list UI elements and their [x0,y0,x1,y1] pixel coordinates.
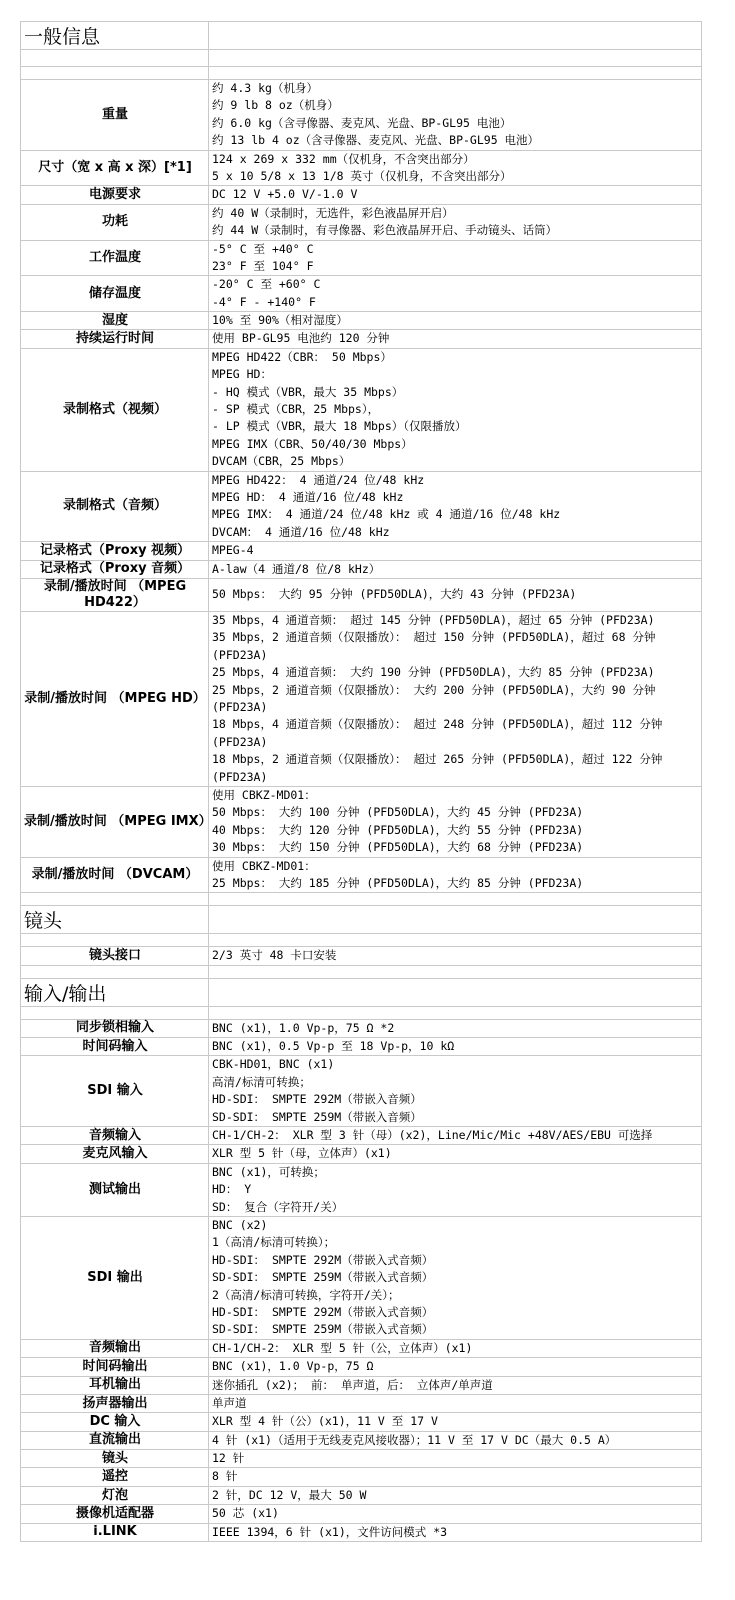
spec-value-line: 12 针 [212,1451,245,1466]
spec-value [209,1056,702,1127]
spec-value [209,1376,702,1394]
spec-row [21,1145,702,1163]
spec-value [209,1127,702,1145]
spec-label: 录制/播放时间 （MPEG HD） [21,611,209,786]
spec-value-line: 2/3 英寸 48 卡口安装 [212,948,337,963]
spec-table [20,21,702,1542]
spec-row [21,1413,702,1431]
spec-value-line: 约 13 lb 4 oz（含寻像器、麦克风、光盘、BP-GL95 电池） [212,133,540,148]
spec-row [21,1431,702,1449]
spec-row [21,1486,702,1504]
spec-value-line: 124 x 269 x 332 mm（仅机身，不含突出部分） [212,151,475,166]
spec-value-line: 约 4.3 kg（机身） [212,81,318,95]
spec-value-line: 30 Mbps： 大约 150 分钟 (PFD50DLA)，大约 68 分钟 (PFD23A) [212,840,584,855]
spec-value [209,150,702,186]
spec-row [21,1394,702,1412]
spec-value [209,578,702,611]
spec-label: 镜头 [21,1450,209,1468]
spec-value-line: 10% 至 90%（相对湿度） [212,313,348,328]
spec-value-line: HD-SDI： SMPTE 292M（带嵌入音频） [212,1092,422,1107]
spec-value-line: 50 Mbps： 大约 100 分钟 (PFD50DLA)，大约 45 分钟 (PFD23A) [212,805,584,820]
spec-value-line: 25 Mbps，4 通道音频： 大约 190 分钟 (PFD50DLA)，大约 85 分钟 (PFD23A) [212,665,655,680]
spec-row [21,1450,702,1468]
spec-label: 电源要求 [21,186,209,204]
spec-value-line: - LP 模式（VBR，最大 18 Mbps）（仅限播放） [212,419,467,434]
spec-value-line: 8 针 [212,1469,238,1484]
spec-value [209,1413,702,1431]
spec-value-line: 约 9 lb 8 oz（机身） [212,98,339,113]
spec-value-line: -4° F - +140° F [212,294,316,309]
spec-value-line: XLR 型 4 针（公）(x1)，11 V 至 17 V [212,1414,438,1429]
spec-value [209,1358,702,1376]
spec-value-line: 约 40 W（录制时，无选件，彩色液晶屏开启） [212,205,454,220]
spec-value [209,80,702,151]
spec-label: 镜头接口 [21,947,209,965]
spec-value-line: 18 Mbps，4 通道音频（仅限播放）： 超过 248 分钟 (PFD50DLA)，超过 112 分钟 (PFD23A) [212,717,663,749]
spec-value [209,1486,702,1504]
spec-value-line: 使用 BP-GL95 电池约 120 分钟 [212,331,390,346]
spec-row [21,204,702,240]
spec-label: 储存温度 [21,276,209,312]
spec-value-line: 35 Mbps，2 通道音频（仅限播放）： 超过 150 分钟 (PFD50DLA)，超过 68 分钟 (PFD23A) [212,630,656,662]
spec-value [209,471,702,542]
spec-value-line: 40 Mbps： 大约 120 分钟 (PFD50DLA)，大约 55 分钟 (PFD23A) [212,822,584,837]
io-spec-rows [21,1019,702,1541]
spec-value [209,1163,702,1216]
spec-label: 灯泡 [21,1486,209,1504]
spec-label: 麦克风输入 [21,1145,209,1163]
spec-value [209,1394,702,1412]
spec-row [21,1505,702,1523]
spec-row [21,471,702,542]
spec-label: i.LINK [21,1523,209,1541]
spec-value [209,560,702,578]
section-title-io: 输入/输出 [21,978,209,1006]
spec-label: 持续运行时间 [21,330,209,348]
section-title-general: 一般信息 [21,22,209,50]
spec-label: 重量 [21,80,209,151]
spec-value-line: 1（高清/标清可转换）； [212,1235,336,1250]
spec-label: 音频输出 [21,1339,209,1357]
spec-row [21,947,702,965]
spec-label: 时间码输入 [21,1038,209,1056]
spec-row [21,1038,702,1056]
spec-value-line: DC 12 V +5.0 V/-1.0 V [212,187,358,202]
spec-value [209,276,702,312]
spec-label: 尺寸（宽 x 高 x 深）[*1] [21,150,209,186]
spec-label: 工作温度 [21,240,209,276]
spec-row [21,1163,702,1216]
spec-value [209,857,702,893]
spec-value-line: BNC (x2) [212,1218,268,1232]
spec-value [209,204,702,240]
spec-label: 录制/播放时间 （DVCAM） [21,857,209,893]
spec-value-line: 50 芯 (x1) [212,1506,279,1521]
spec-value-line: A-law（4 通道/8 位/8 kHz） [212,561,381,576]
spec-value [209,947,702,965]
spec-value-line: 2 针，DC 12 V，最大 50 W [212,1487,367,1502]
spec-label: 同步锁相输入 [21,1019,209,1037]
spec-label: 测试输出 [21,1163,209,1216]
spec-label: 时间码输出 [21,1358,209,1376]
spec-value-line: HD： Y [212,1182,252,1197]
spec-value-line: 4 针 (x1)（适用于无线麦克风接收器）；11 V 至 17 V DC（最大 0.5 A） [212,1432,617,1447]
spec-value-line: 约 44 W（录制时，有寻像器、彩色液晶屏开启、手动镜头、话筒） [212,223,558,238]
spec-label: 录制格式（视频） [21,348,209,471]
spec-label: 耳机输出 [21,1376,209,1394]
spec-value-line: 高清/标清可转换； [212,1074,311,1089]
spec-label: 湿度 [21,312,209,330]
spec-row [21,542,702,560]
spec-row [21,1376,702,1394]
spec-label: 记录格式（Proxy 音频） [21,560,209,578]
spec-row [21,1056,702,1127]
spec-value-line: 迷你插孔 (x2)； 前： 单声道，后： 立体声/单声道 [212,1377,493,1392]
spec-value-line: - HQ 模式（VBR，最大 35 Mbps） [212,384,404,399]
section-row-io [21,978,702,1006]
spec-row [21,276,702,312]
spec-value-line: SD-SDI： SMPTE 259M（带嵌入式音频） [212,1270,434,1285]
spec-value-line: SD-SDI： SMPTE 259M（带嵌入音频） [212,1109,422,1124]
spec-label: SDI 输出 [21,1217,209,1340]
spec-value-line: 约 6.0 kg（含寻像器、麦克风、光盘、BP-GL95 电池） [212,115,512,130]
spec-value [209,1038,702,1056]
spec-value-line: 25 Mbps，2 通道音频（仅限播放）： 大约 200 分钟 (PFD50DLA)，大约 90 分钟 (PFD23A) [212,682,656,714]
spec-value-line: MPEG HD： [212,367,272,382]
spec-value-line: 23° F 至 104° F [212,258,314,273]
lens-spec-rows [21,947,702,965]
spec-label: 音频输入 [21,1127,209,1145]
spec-value-line: CBK-HD01，BNC (x1) [212,1057,335,1072]
spec-value-line: XLR 型 5 针（母，立体声）(x1) [212,1146,392,1161]
spec-row [21,1468,702,1486]
spec-value [209,1339,702,1357]
spec-value-line: MPEG HD： 4 通道/16 位/48 kHz [212,489,404,504]
spec-row [21,560,702,578]
spec-value-line: SD： 复合（字符开/关） [212,1199,344,1214]
spec-value-line: BNC (x1)，可转换； [212,1164,325,1179]
spec-row [21,312,702,330]
spec-value [209,186,702,204]
spec-value-line: MPEG IMX（CBR、50/40/30 Mbps） [212,436,413,451]
spec-value-line: DVCAM： 4 通道/16 位/48 kHz [212,524,390,539]
spec-value-line: 单声道 [212,1395,247,1410]
spec-value [209,1505,702,1523]
spec-value-line: HD-SDI： SMPTE 292M（带嵌入式音频） [212,1304,434,1319]
spec-label: 记录格式（Proxy 视频） [21,542,209,560]
spec-value [209,1217,702,1340]
spec-row [21,1217,702,1340]
spec-row [21,348,702,471]
spec-value-line: 2（高清/标清可转换，字符开/关）； [212,1287,400,1302]
spec-value-line: - SP 模式（CBR，25 Mbps）， [212,402,380,417]
spec-label: 直流输出 [21,1431,209,1449]
spec-value [209,1145,702,1163]
spec-value-line: BNC (x1)，0.5 Vp-p 至 18 Vp-p，10 kΩ [212,1039,455,1054]
spec-row [21,150,702,186]
spec-row [21,1127,702,1145]
spec-value-line: HD-SDI： SMPTE 292M（带嵌入式音频） [212,1252,434,1267]
spec-row [21,578,702,611]
spec-label: 扬声器输出 [21,1394,209,1412]
spec-value [209,542,702,560]
spec-row [21,1523,702,1541]
spec-row [21,1019,702,1037]
spec-value [209,1468,702,1486]
spec-value-line: -20° C 至 +60° C [212,277,321,292]
spec-label: 录制/播放时间 （MPEG IMX） [21,786,209,857]
spec-row [21,1358,702,1376]
general-spec-rows [21,80,702,893]
spec-value [209,611,702,786]
section-title-lens: 镜头 [21,906,209,934]
spec-label: 遥控 [21,1468,209,1486]
spec-row [21,330,702,348]
spec-row [21,240,702,276]
spec-label: 录制/播放时间 （MPEG HD422） [21,578,209,611]
spec-label: 录制格式（音频） [21,471,209,542]
spec-value [209,348,702,471]
spec-value [209,330,702,348]
spec-row [21,611,702,786]
spec-value-line: MPEG HD422： 4 通道/24 位/48 kHz [212,472,425,487]
spec-value-line: SD-SDI： SMPTE 259M（带嵌入式音频） [212,1322,434,1337]
section-row-lens [21,906,702,934]
spec-value-line: MPEG HD422（CBR： 50 Mbps） [212,349,392,364]
spec-value [209,240,702,276]
spec-value-line: DVCAM（CBR，25 Mbps） [212,454,351,469]
spec-value-line: 25 Mbps： 大约 185 分钟 (PFD50DLA)，大约 85 分钟 (PFD23A) [212,875,584,890]
spec-row [21,786,702,857]
spec-row [21,80,702,151]
spec-value-line: 50 Mbps： 大约 95 分钟 (PFD50DLA)，大约 43 分钟 (PFD23A) [212,587,577,602]
spec-value [209,1431,702,1449]
spec-value [209,312,702,330]
spec-value [209,1019,702,1037]
spec-value-line: 18 Mbps，2 通道音频（仅限播放）： 超过 265 分钟 (PFD50DLA)，超过 122 分钟 (PFD23A) [212,752,663,784]
spec-value-line: CH-1/CH-2： XLR 型 3 针（母）(x2)，Line/Mic/Mic +48V/AES/EBU 可选择 [212,1128,653,1143]
spec-value [209,1523,702,1541]
spec-value-line: 35 Mbps，4 通道音频： 超过 145 分钟 (PFD50DLA)，超过 65 分钟 (PFD23A) [212,612,655,627]
spec-value-line: 5 x 10 5/8 x 13 1/8 英寸（仅机身，不含突出部分） [212,168,512,183]
spec-value [209,1450,702,1468]
spec-row [21,1339,702,1357]
spec-value-line: BNC (x1)，1.0 Vp-p，75 Ω *2 [212,1020,395,1035]
spec-value-line: BNC (x1)，1.0 Vp-p，75 Ω [212,1359,374,1374]
spec-label: DC 输入 [21,1413,209,1431]
spec-value-line: 使用 CBKZ-MD01： [212,858,316,873]
spec-value-line: MPEG-4 [212,543,254,558]
spec-row [21,186,702,204]
spec-label: SDI 输入 [21,1056,209,1127]
spec-value-line: -5° C 至 +40° C [212,241,314,256]
spec-label: 功耗 [21,204,209,240]
spec-value-line: MPEG IMX： 4 通道/24 位/48 kHz 或 4 通道/16 位/48 kHz [212,507,561,522]
section-row-general [21,22,702,50]
spec-row [21,857,702,893]
spec-value [209,786,702,857]
spec-value-line: 使用 CBKZ-MD01： [212,787,316,802]
spec-label: 摄像机适配器 [21,1505,209,1523]
spec-value-line: IEEE 1394，6 针 (x1)，文件访问模式 *3 [212,1524,448,1539]
spec-value-line: CH-1/CH-2： XLR 型 5 针（公，立体声）(x1) [212,1340,473,1355]
